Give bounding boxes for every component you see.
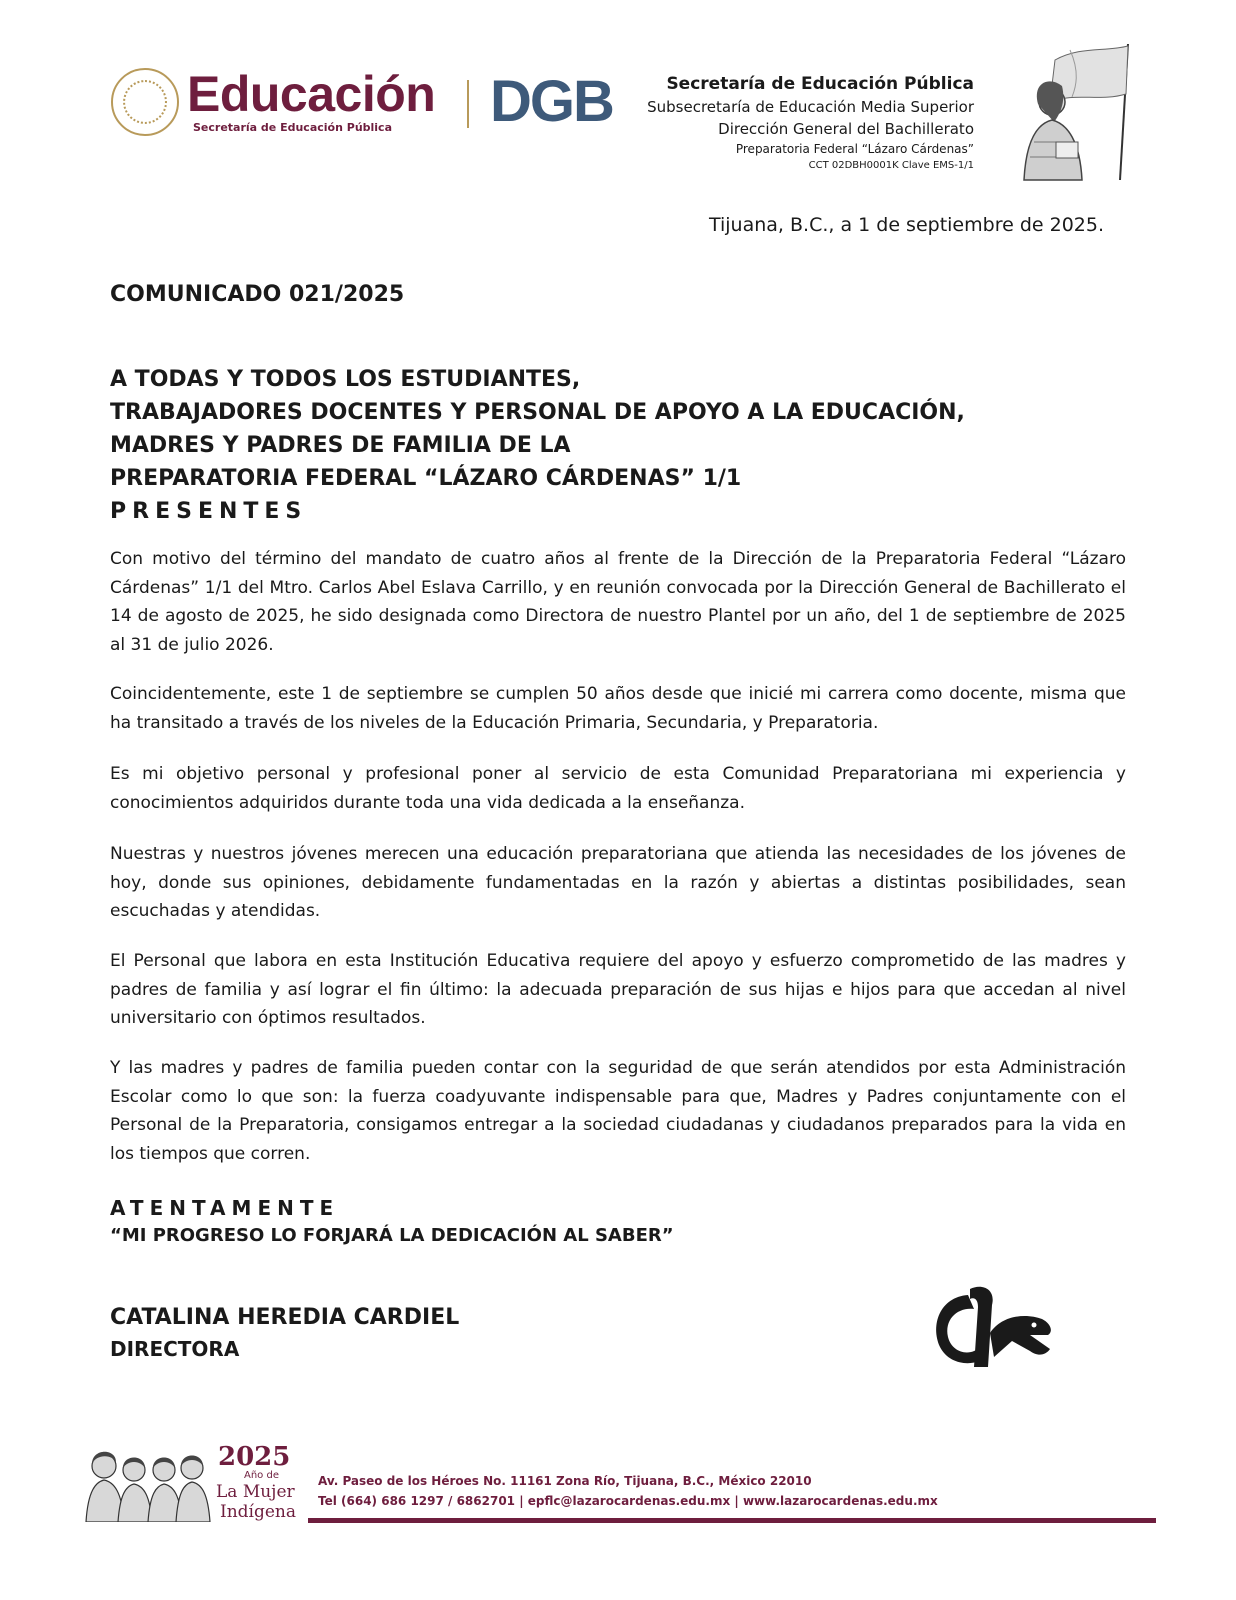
presentes-line: PRESENTES bbox=[110, 499, 308, 524]
recipient-line: MADRES Y PADRES DE FAMILIA DE LA bbox=[110, 433, 571, 458]
recipients-block bbox=[110, 363, 965, 528]
campaign-line-2: Indígena bbox=[220, 1502, 297, 1522]
school-motto: “MI PROGRESO LO FORJARÁ LA DEDICACIÓN AL SABER” bbox=[110, 1225, 674, 1246]
footer-address: Av. Paseo de los Héroes No. 11161 Zona Río, Tijuana, B.C., México 22010 bbox=[318, 1474, 812, 1488]
dgb-logo: DGB bbox=[490, 69, 613, 134]
body-paragraph: Con motivo del término del mandato de cuatro años al frente de la Dirección de la Preparatoria Federal “Lázaro Cárdenas” 1/1 del Mtro. Carlos Abel Eslava Carrillo, y en reunión convocada por la Dirección General de Bachillerato el 14 de agosto de 2025, he sido designada como Directora de nuestro Plantel por un año, del 1 de septiembre de 2025 al 31 de julio 2026. bbox=[110, 549, 1126, 655]
year-2025-logo: 2025 bbox=[218, 1442, 291, 1472]
logo-divider bbox=[467, 80, 469, 128]
body-paragraph: El Personal que labora en esta Institución Educativa requiere del apoyo y esfuerzo comprometido de las madres y padres de familia y así lograr el fin último: la adecuada preparación de sus hijas e hijos para que accedan al nivel universitario con óptimos resultados. bbox=[110, 951, 1126, 1028]
indigenous-women-illustration-icon bbox=[82, 1440, 212, 1522]
body-paragraph: Y las madres y padres de familia pueden contar con la seguridad de que serán atendidos por esta Administración Escolar como lo que son: la fuerza coadyuvante indispensable para que, Madres y Padres conjuntamente con el Personal de la Preparatoria, consigamos entregar a la sociedad ciudadanas y ciudadanos preparados para la vida en los tiempos que corren. bbox=[110, 1058, 1126, 1164]
org-line-subsecretaria: Subsecretaría de Educación Media Superior bbox=[647, 98, 974, 116]
org-line-sep: Secretaría de Educación Pública bbox=[666, 74, 974, 94]
body-paragraph: Coincidentemente, este 1 de septiembre se cumplen 50 años desde que inicié mi carrera como docente, misma que ha transitado a través de los niveles de la Educación Primaria, Secundaria, y Preparatoria. bbox=[110, 684, 1126, 733]
closing-atentamente: ATENTAMENTE bbox=[110, 1196, 340, 1220]
org-line-cct: CCT 02DBH0001K Clave EMS-1/1 bbox=[808, 160, 974, 171]
recipient-line: PREPARATORIA FEDERAL “LÁZARO CÁRDENAS” 1/1 bbox=[110, 466, 742, 491]
body-paragraph: Nuestras y nuestros jóvenes merecen una educación preparatoriana que atienda las necesidades de los jóvenes de hoy, donde sus opiniones, debidamente fundamentadas en la razón y abiertas a distintas posibilidades, sean escuchadas y atendidas. bbox=[110, 844, 1126, 921]
campaign-line-1: La Mujer bbox=[216, 1482, 295, 1502]
body-paragraph: Es mi objetivo personal y profesional poner al servicio de esta Comunidad Preparatoriana mi experiencia y conocimientos adquiridos durante toda una vida dedicada a la enseñanza. bbox=[110, 764, 1126, 813]
signer-role: DIRECTORA bbox=[110, 1337, 240, 1361]
org-line-preparatoria: Preparatoria Federal “Lázaro Cárdenas” bbox=[735, 142, 974, 156]
recipient-line: A TODAS Y TODOS LOS ESTUDIANTES, bbox=[110, 367, 581, 392]
letter-date: Tijuana, B.C., a 1 de septiembre de 2025. bbox=[708, 214, 1104, 236]
comunicado-title: COMUNICADO 021/2025 bbox=[110, 282, 405, 307]
heroine-flag-illustration-icon bbox=[1010, 42, 1150, 182]
footer-contact: Tel (664) 686 1297 / 6862701 | epflc@lazarocardenas.edu.mx | www.lazarocardenas.edu.mx bbox=[318, 1494, 938, 1508]
school-logo-icon bbox=[930, 1285, 1055, 1375]
mexico-seal-icon bbox=[111, 68, 179, 136]
year-caption: Año de bbox=[244, 1470, 279, 1481]
organization-block bbox=[647, 72, 974, 174]
signer-name: CATALINA HEREDIA CARDIEL bbox=[110, 1305, 460, 1330]
org-line-direccion: Dirección General del Bachillerato bbox=[718, 120, 974, 138]
educacion-logo-subtitle: Secretaría de Educación Pública bbox=[193, 121, 393, 134]
educacion-logo-text: Educación bbox=[187, 66, 436, 122]
recipient-line: TRABAJADORES DOCENTES Y PERSONAL DE APOYO A LA EDUCACIÓN, bbox=[110, 400, 965, 425]
footer-rule bbox=[308, 1518, 1156, 1523]
